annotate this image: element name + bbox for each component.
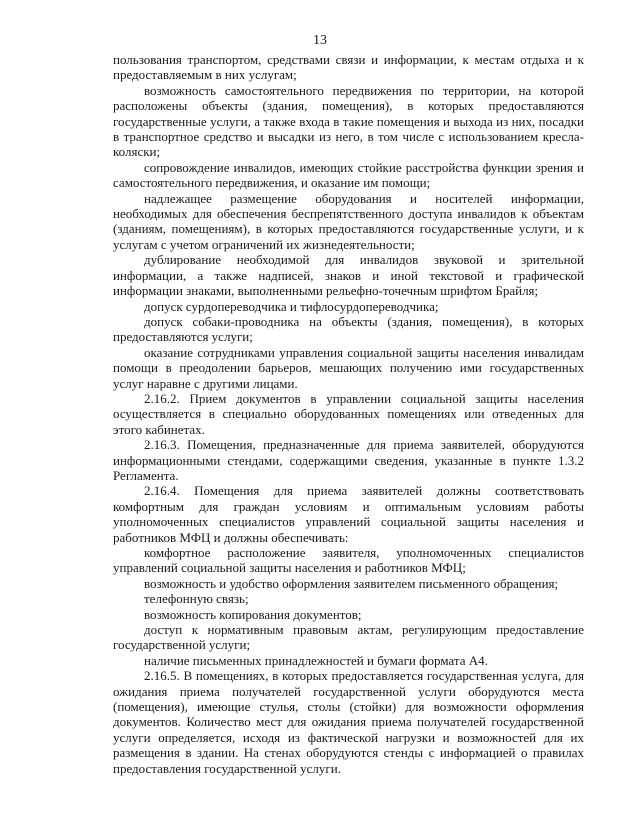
- paragraph: комфортное расположение заявителя, уполномоченных специалистов управлений социальной защиты населения и работников МФЦ;: [113, 545, 584, 576]
- paragraph: допуск собаки-проводника на объекты (здания, помещения), в которых предоставляются услуги;: [113, 313, 584, 345]
- paragraph: доступ к нормативным правовым актам, регулирующим предоставление государственной услуги;: [113, 622, 584, 653]
- page-number: 13: [313, 33, 327, 48]
- paragraph: сопровождение инвалидов, имеющих стойкие расстройства функции зрения и самостоятельного передвижения, и оказание им помощи;: [113, 159, 584, 191]
- paragraph: 2.16.2. Прием документов в управлении социальной защиты населения осуществляется в специально оборудованных помещениях или отведенных для этого кабинетах.: [113, 390, 584, 437]
- paragraph: наличие письменных принадлежностей и бумаги формата А4.: [144, 652, 488, 668]
- paragraph: надлежащее размещение оборудования и носителей информации, необходимых для обеспечения беспрепятственного доступа инвалидов к объектам (зданиям, помещениям), в которых предоставляются государственные услуги, и к услугам с учетом ограничений их жизнедеятельности;: [113, 190, 584, 252]
- paragraph: допуск сурдопереводчика и тифлосурдопереводчика;: [144, 298, 439, 314]
- paragraph: возможность и удобство оформления заявителем письменного обращения;: [144, 575, 559, 591]
- paragraph: возможность самостоятельного передвижения по территории, на которой расположены объекты (здания, помещения), в которых предоставляются государственные услуги, а также входа в такие помещения и выхода из них, посадки в транспортное средство и высадки из него, в том числе с использованием кресла-коляски;: [113, 82, 584, 160]
- paragraph: дублирование необходимой для инвалидов звуковой и зрительной информации, а также надписей, знаков и иной текстовой и графической информации знаками, выполненными рельефно-точечным шрифтом Брайля;: [113, 252, 584, 299]
- paragraph: 2.16.4. Помещения для приема заявителей должны соответствовать комфортным для граждан условиям и оптимальным условиям работы уполномоченных специалистов управлений социальной защиты населения и работников МФЦ и должны обеспечивать:: [113, 483, 584, 545]
- document-body: [113, 52, 584, 776]
- paragraph: пользования транспортом, средствами связи и информации, к местам отдыха и к предоставляемым в них услугам;: [113, 52, 584, 83]
- paragraph: возможность копирования документов;: [144, 606, 362, 622]
- paragraph: 2.16.5. В помещениях, в которых предоставляется государственная услуга, для ожидания приема получателей государственной услуги оборудуются места (помещения), имеющие стулья, столы (стойки) для возможности оформления документов. Количество мест для ожидания приема получателей государственной услуги определяется, исходя из фактической нагрузки и возможностей для их размещения в здании. На стенах оборудуются стенды с информацией о правилах предоставления государственной услуги.: [113, 668, 584, 776]
- paragraph: 2.16.3. Помещения, предназначенные для приема заявителей, оборудуются информационными стендами, содержащими сведения, указанные в пункте 1.3.2 Регламента.: [113, 437, 584, 483]
- paragraph: оказание сотрудниками управления социальной защиты населения инвалидам помощи в преодолении барьеров, мешающих получению ими государственных услуг наравне с другими лицами.: [113, 344, 584, 391]
- paragraph: телефонную связь;: [144, 591, 249, 607]
